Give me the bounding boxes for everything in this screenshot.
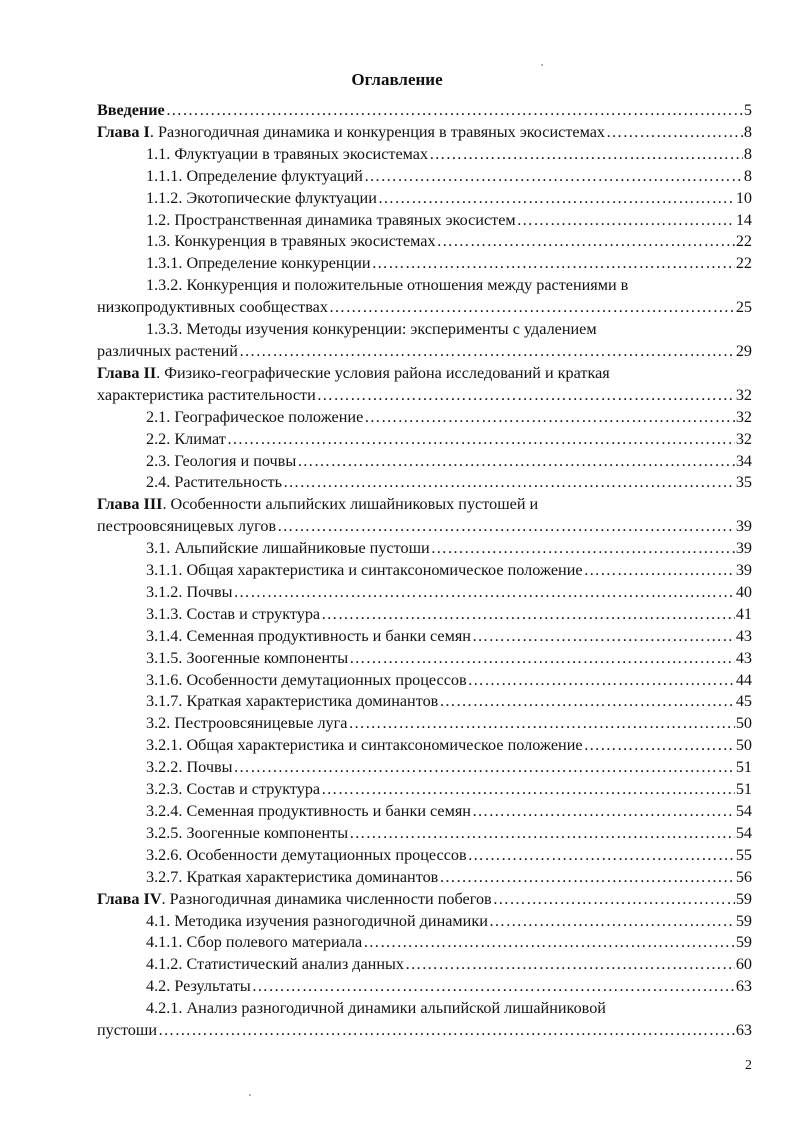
toc-entry[interactable]: 4.1. Методика изучения разногодичной динамики …………………………………………………………………………………………………………………………………………………………………………… 59: [97, 911, 752, 933]
toc-entry[interactable]: 4.2.1. Анализ разногодичной динамики альпийской лишайниковой пустоши …………………………………………………………………………………………………………………………………………………………………………… 63: [97, 998, 752, 1042]
toc-entry[interactable]: 3.1.6. Особенности демутационных процессов …………………………………………………………………………………………………………………………………………………………………………… 44: [97, 670, 752, 692]
toc-entry[interactable]: 1.2. Пространственная динамика травяных экосистем …………………………………………………………………………………………………………………………………………………………………………… 14: [97, 210, 752, 232]
toc-entry[interactable]: 3.2.3. Состав и структура …………………………………………………………………………………………………………………………………………………………………………… 51: [97, 779, 752, 801]
toc-entry[interactable]: 3.2.4. Семенная продуктивность и банки семян …………………………………………………………………………………………………………………………………………………………………………… 54: [97, 801, 752, 823]
toc-entry[interactable]: 4.1.2. Статистический анализ данных …………………………………………………………………………………………………………………………………………………………………………… 60: [97, 954, 752, 976]
toc-entry[interactable]: 3.1.5. Зоогенные компоненты …………………………………………………………………………………………………………………………………………………………………………… 43: [97, 648, 752, 670]
toc-entry[interactable]: 3.2.7. Краткая характеристика доминантов …………………………………………………………………………………………………………………………………………………………………………… 56: [97, 867, 752, 889]
toc-entry[interactable]: 3.1.3. Состав и структура …………………………………………………………………………………………………………………………………………………………………………… 41: [97, 604, 752, 626]
toc-entry[interactable]: Глава IV. Разногодичная динамика численности побегов …………………………………………………………………………………………………………………………………………………………………………… 59: [97, 889, 752, 911]
toc-entry[interactable]: 1.1.1. Определение флуктуаций …………………………………………………………………………………………………………………………………………………………………………… 8: [97, 166, 752, 188]
toc-entry[interactable]: Глава III. Особенности альпийских лишайниковых пустошей и пестроовсяницевых лугов …………………………………………………………………………………………………………………………………………………………………………… 39: [97, 494, 752, 538]
table-of-contents: [97, 100, 752, 1042]
toc-entry[interactable]: 3.1.7. Краткая характеристика доминантов …………………………………………………………………………………………………………………………………………………………………………… 45: [97, 691, 752, 713]
toc-entry[interactable]: 1.3. Конкуренция в травяных экосистемах …………………………………………………………………………………………………………………………………………………………………………… 22: [97, 231, 752, 253]
toc-entry[interactable]: Глава I. Разногодичная динамика и конкуренция в травяных экосистемах …………………………………………………………………………………………………………………………………………………………………………… 8: [97, 122, 752, 144]
toc-entry[interactable]: 1.3.3. Методы изучения конкуренции: эксперименты с удалением различных растений …………………………………………………………………………………………………………………………………………………………………………… 29: [97, 319, 752, 363]
scan-speck: [541, 64, 543, 66]
toc-entry[interactable]: Глава II. Физико-географические условия района исследований и краткая характеристика растительности …………………………………………………………………………………………………………………………………………………………………………… 32: [97, 363, 752, 407]
toc-entry[interactable]: 3.1.1. Общая характеристика и синтаксономическое положение …………………………………………………………………………………………………………………………………………………………………………… 39: [97, 560, 752, 582]
toc-entry[interactable]: 3.2.6. Особенности демутационных процессов …………………………………………………………………………………………………………………………………………………………………………… 55: [97, 845, 752, 867]
toc-entry[interactable]: 3.1. Альпийские лишайниковые пустоши …………………………………………………………………………………………………………………………………………………………………………… 39: [97, 538, 752, 560]
toc-entry[interactable]: 2.2. Климат …………………………………………………………………………………………………………………………………………………………………………… 32: [97, 429, 752, 451]
toc-entry[interactable]: 3.2.2. Почвы …………………………………………………………………………………………………………………………………………………………………………… 51: [97, 757, 752, 779]
toc-entry[interactable]: 4.2. Результаты …………………………………………………………………………………………………………………………………………………………………………… 63: [97, 976, 752, 998]
toc-entry[interactable]: 3.2. Пестроовсяницевые луга …………………………………………………………………………………………………………………………………………………………………………… 50: [97, 713, 752, 735]
toc-entry[interactable]: 2.1. Географическое положение …………………………………………………………………………………………………………………………………………………………………………… 32: [97, 407, 752, 429]
page-number: 2: [745, 1058, 752, 1073]
toc-entry[interactable]: 3.2.5. Зоогенные компоненты …………………………………………………………………………………………………………………………………………………………………………… 54: [97, 823, 752, 845]
toc-entry[interactable]: 1.1. Флуктуации в травяных экосистемах …………………………………………………………………………………………………………………………………………………………………………… 8: [97, 144, 752, 166]
toc-entry[interactable]: 1.3.1. Определение конкуренции …………………………………………………………………………………………………………………………………………………………………………… 22: [97, 253, 752, 275]
toc-entry[interactable]: 3.1.4. Семенная продуктивность и банки семян …………………………………………………………………………………………………………………………………………………………………………… 43: [97, 626, 752, 648]
toc-entry[interactable]: Введение …………………………………………………………………………………………………………………………………………………………………………… 5: [97, 100, 752, 122]
toc-entry[interactable]: 3.1.2. Почвы …………………………………………………………………………………………………………………………………………………………………………… 40: [97, 582, 752, 604]
toc-entry[interactable]: 3.2.1. Общая характеристика и синтаксономическое положение …………………………………………………………………………………………………………………………………………………………………………… 50: [97, 735, 752, 757]
toc-entry[interactable]: 4.1.1. Сбор полевого материала …………………………………………………………………………………………………………………………………………………………………………… 59: [97, 932, 752, 954]
toc-entry[interactable]: 1.1.2. Экотопические флуктуации …………………………………………………………………………………………………………………………………………………………………………… 10: [97, 188, 752, 210]
toc-entry[interactable]: 2.3. Геология и почвы …………………………………………………………………………………………………………………………………………………………………………… 34: [97, 451, 752, 473]
page-title: Оглавление: [351, 70, 443, 89]
toc-entry[interactable]: 1.3.2. Конкуренция и положительные отношения между растениями в низкопродуктивных сообществах …………………………………………………………………………………………………………………………………………………………………………… 25: [97, 275, 752, 319]
scan-speck: [249, 1094, 251, 1096]
toc-entry[interactable]: 2.4. Растительность …………………………………………………………………………………………………………………………………………………………………………… 35: [97, 472, 752, 494]
